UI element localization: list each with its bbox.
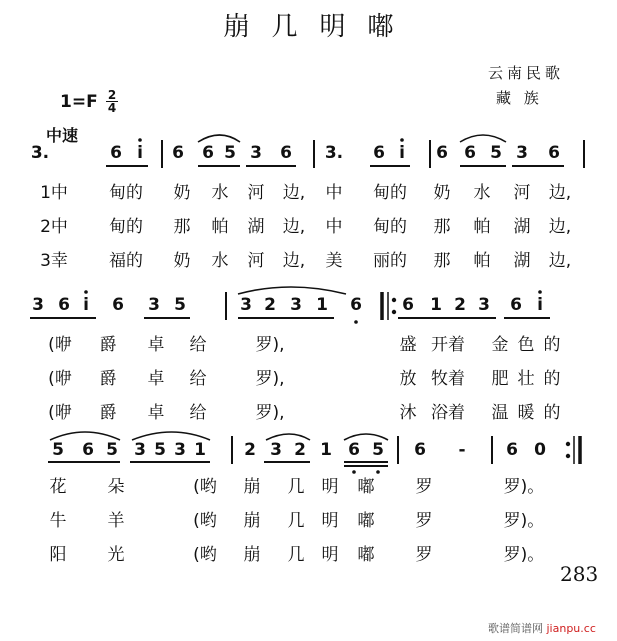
octave-dot <box>138 138 142 142</box>
lyric-2: (哟 <box>193 511 217 531</box>
lyric-1: 甸的 <box>373 183 407 203</box>
song-title: 崩几明嘟 <box>223 12 416 42</box>
lyric-2: 那 <box>173 217 191 237</box>
note: 6 <box>464 143 476 163</box>
lyric-3: 丽的 <box>373 251 407 271</box>
note: 6 <box>280 143 292 163</box>
lyric-3: (哟 <box>193 545 217 565</box>
lyric-3: 爵 <box>99 403 117 423</box>
time-signature-bottom: 4 <box>107 101 117 115</box>
octave-dot <box>376 470 380 474</box>
slur <box>50 432 120 440</box>
lyric-1: 开着 <box>431 335 465 355</box>
lyric-1: 朵 <box>107 477 125 497</box>
lyric-2: 壮 <box>517 369 535 389</box>
lyric-1: 花 <box>49 477 67 497</box>
lyric-3: 福的 <box>109 251 143 271</box>
note: 6 <box>548 143 560 163</box>
note: 3. <box>30 143 50 163</box>
note: 6 <box>506 440 518 460</box>
note: 2 <box>244 440 256 460</box>
lyric-3: 边, <box>548 251 572 271</box>
lyric-1: (咿 <box>48 335 72 355</box>
lyric-3: 暖 <box>517 403 535 423</box>
note: 3 <box>290 295 302 315</box>
lyric-1: 水 <box>473 183 491 203</box>
lyric-2: 崩 <box>243 511 261 531</box>
octave-dot <box>400 138 404 142</box>
lyric-2: 边, <box>282 217 306 237</box>
lyric-3: 明 <box>321 545 339 565</box>
octave-dot <box>352 470 356 474</box>
lyric-3: 的 <box>543 403 561 423</box>
note: 0 <box>534 440 546 460</box>
lyric-1: 河 <box>513 183 531 203</box>
lyric-2: 甸的 <box>373 217 407 237</box>
note: i <box>137 143 143 163</box>
lyric-2: 放 <box>399 369 417 389</box>
lyric-3: 罗), <box>255 403 285 423</box>
lyric-3: 边, <box>282 251 306 271</box>
slur <box>344 434 388 440</box>
note: 1 <box>430 295 442 315</box>
repeat-dot <box>566 442 570 446</box>
lyric-2: 甸的 <box>109 217 143 237</box>
watermark <box>488 620 596 636</box>
note: 1 <box>194 440 206 460</box>
lyric-1: 河 <box>247 183 265 203</box>
lyric-2: 罗 <box>415 511 433 531</box>
lyric-1: 罗 <box>415 477 433 497</box>
lyric-2: 卓 <box>147 369 165 389</box>
note: 6 <box>414 440 426 460</box>
lyric-1: 爵 <box>99 335 117 355</box>
lyric-1: 明 <box>321 477 339 497</box>
lyric-1: 罗), <box>255 335 285 355</box>
note: 3 <box>478 295 490 315</box>
watermark-text: 歌谱简谱网 <box>488 622 543 635</box>
lyric-2: 帕 <box>211 217 229 237</box>
note: 1 <box>316 295 328 315</box>
lyric-3: 阳 <box>49 545 67 565</box>
note: i <box>537 295 543 315</box>
note: 5 <box>224 143 236 163</box>
lyric-3: 嘟 <box>357 545 375 565</box>
page-number: 283 <box>560 562 599 586</box>
lyric-2: 牛 <box>49 511 67 531</box>
note: 1 <box>320 440 332 460</box>
lyric-3: 罗)。 <box>503 545 545 565</box>
note: 2 <box>264 295 276 315</box>
lyric-1: (哟 <box>193 477 217 497</box>
lyric-3: (咿 <box>48 403 72 423</box>
lyric-3: 河 <box>247 251 265 271</box>
lyric-2: 明 <box>321 511 339 531</box>
slur <box>460 135 506 142</box>
note: 5 <box>106 440 118 460</box>
lyric-3: 帕 <box>473 251 491 271</box>
note: 6 <box>112 295 124 315</box>
key-signature: 1=F <box>60 92 98 112</box>
lyric-3: 沐 <box>399 403 417 423</box>
note: 5 <box>372 440 384 460</box>
lyric-2: 给 <box>189 369 207 389</box>
note: 6 <box>58 295 70 315</box>
note: i <box>83 295 89 315</box>
note: 6 <box>110 143 122 163</box>
lyric-2: 边, <box>548 217 572 237</box>
lyric-2: 嘟 <box>357 511 375 531</box>
note: 5 <box>174 295 186 315</box>
lyric-1: 边, <box>282 183 306 203</box>
note: 3 <box>134 440 146 460</box>
note: 3 <box>270 440 282 460</box>
lyric-3: 卓 <box>147 403 165 423</box>
lyric-1: 水 <box>211 183 229 203</box>
lyric-1: 边, <box>548 183 572 203</box>
note: 5 <box>490 143 502 163</box>
lyric-3: 给 <box>189 403 207 423</box>
lyric-2: 牧着 <box>431 369 465 389</box>
octave-dot <box>84 290 88 294</box>
lyric-3: 几 <box>287 545 305 565</box>
note: 2 <box>454 295 466 315</box>
lyric-1: 甸的 <box>109 183 143 203</box>
note: 3. <box>324 143 344 163</box>
note: 3 <box>250 143 262 163</box>
lyric-1: 金 <box>491 335 509 355</box>
lyric-2: 湖 <box>513 217 531 237</box>
note: 6 <box>172 143 184 163</box>
lyric-3: 湖 <box>513 251 531 271</box>
note: 3 <box>148 295 160 315</box>
lyric-3: 美 <box>325 251 343 271</box>
lyric-2: 的 <box>543 369 561 389</box>
note: 5 <box>154 440 166 460</box>
note: 6 <box>82 440 94 460</box>
note: 3 <box>174 440 186 460</box>
lyric-1: 中 <box>325 183 343 203</box>
note: 3 <box>516 143 528 163</box>
note: 6 <box>202 143 214 163</box>
lyric-1: 崩 <box>243 477 261 497</box>
lyric-1: 的 <box>543 335 561 355</box>
lyric-3: 罗 <box>415 545 433 565</box>
lyric-2: 几 <box>287 511 305 531</box>
lyric-1: 嘟 <box>357 477 375 497</box>
octave-dot <box>354 320 358 324</box>
note: 3 <box>32 295 44 315</box>
attribution-source: 云南民歌 <box>488 64 565 82</box>
slur <box>132 432 210 440</box>
lyric-3: 浴着 <box>431 403 465 423</box>
lyric-3: 那 <box>433 251 451 271</box>
time-signature-top: 2 <box>107 88 117 102</box>
lyric-1: 奶 <box>433 183 451 203</box>
note: 6 <box>436 143 448 163</box>
note: 5 <box>52 440 64 460</box>
lyric-1: 罗)。 <box>503 477 545 497</box>
slur <box>238 287 346 294</box>
lyric-3: 奶 <box>173 251 191 271</box>
lyric-2: 肥 <box>491 369 509 389</box>
lyric-2: 羊 <box>107 511 125 531</box>
lyric-2: 爵 <box>99 369 117 389</box>
lyric-3: 崩 <box>243 545 261 565</box>
lyric-2: (咿 <box>48 369 72 389</box>
lyric-3: 水 <box>211 251 229 271</box>
lyric-2: 帕 <box>473 217 491 237</box>
octave-dot <box>538 290 542 294</box>
lyric-1: 卓 <box>147 335 165 355</box>
repeat-dot <box>392 310 396 314</box>
note: 3 <box>240 295 252 315</box>
repeat-dot <box>566 454 570 458</box>
note: 6 <box>510 295 522 315</box>
slur <box>266 434 310 440</box>
note: 6 <box>348 440 360 460</box>
repeat-dot <box>392 298 396 302</box>
lyric-2: 罗), <box>255 369 285 389</box>
attribution-ethnicity: 藏 族 <box>496 89 543 107</box>
lyric-1: 几 <box>287 477 305 497</box>
note: 6 <box>350 295 362 315</box>
tempo-marking: 中速 <box>46 126 79 145</box>
watermark-url: jianpu.cc <box>546 622 596 635</box>
lyric-3: 温 <box>491 403 509 423</box>
note: 6 <box>402 295 414 315</box>
lyric-2: 中 <box>325 217 343 237</box>
lyric-1: 1中 <box>40 183 68 203</box>
lyric-2: 罗)。 <box>503 511 545 531</box>
note: - <box>458 440 466 460</box>
note: i <box>399 143 405 163</box>
note: 6 <box>373 143 385 163</box>
slur <box>198 135 240 142</box>
lyric-2: 那 <box>433 217 451 237</box>
lyric-2: 湖 <box>247 217 265 237</box>
lyric-2: 2中 <box>40 217 68 237</box>
lyric-1: 奶 <box>173 183 191 203</box>
lyric-3: 3幸 <box>40 251 68 271</box>
lyric-3: 光 <box>107 545 125 565</box>
lyric-1: 盛 <box>399 335 417 355</box>
lyric-1: 给 <box>189 335 207 355</box>
lyric-1: 色 <box>517 335 535 355</box>
note: 2 <box>294 440 306 460</box>
